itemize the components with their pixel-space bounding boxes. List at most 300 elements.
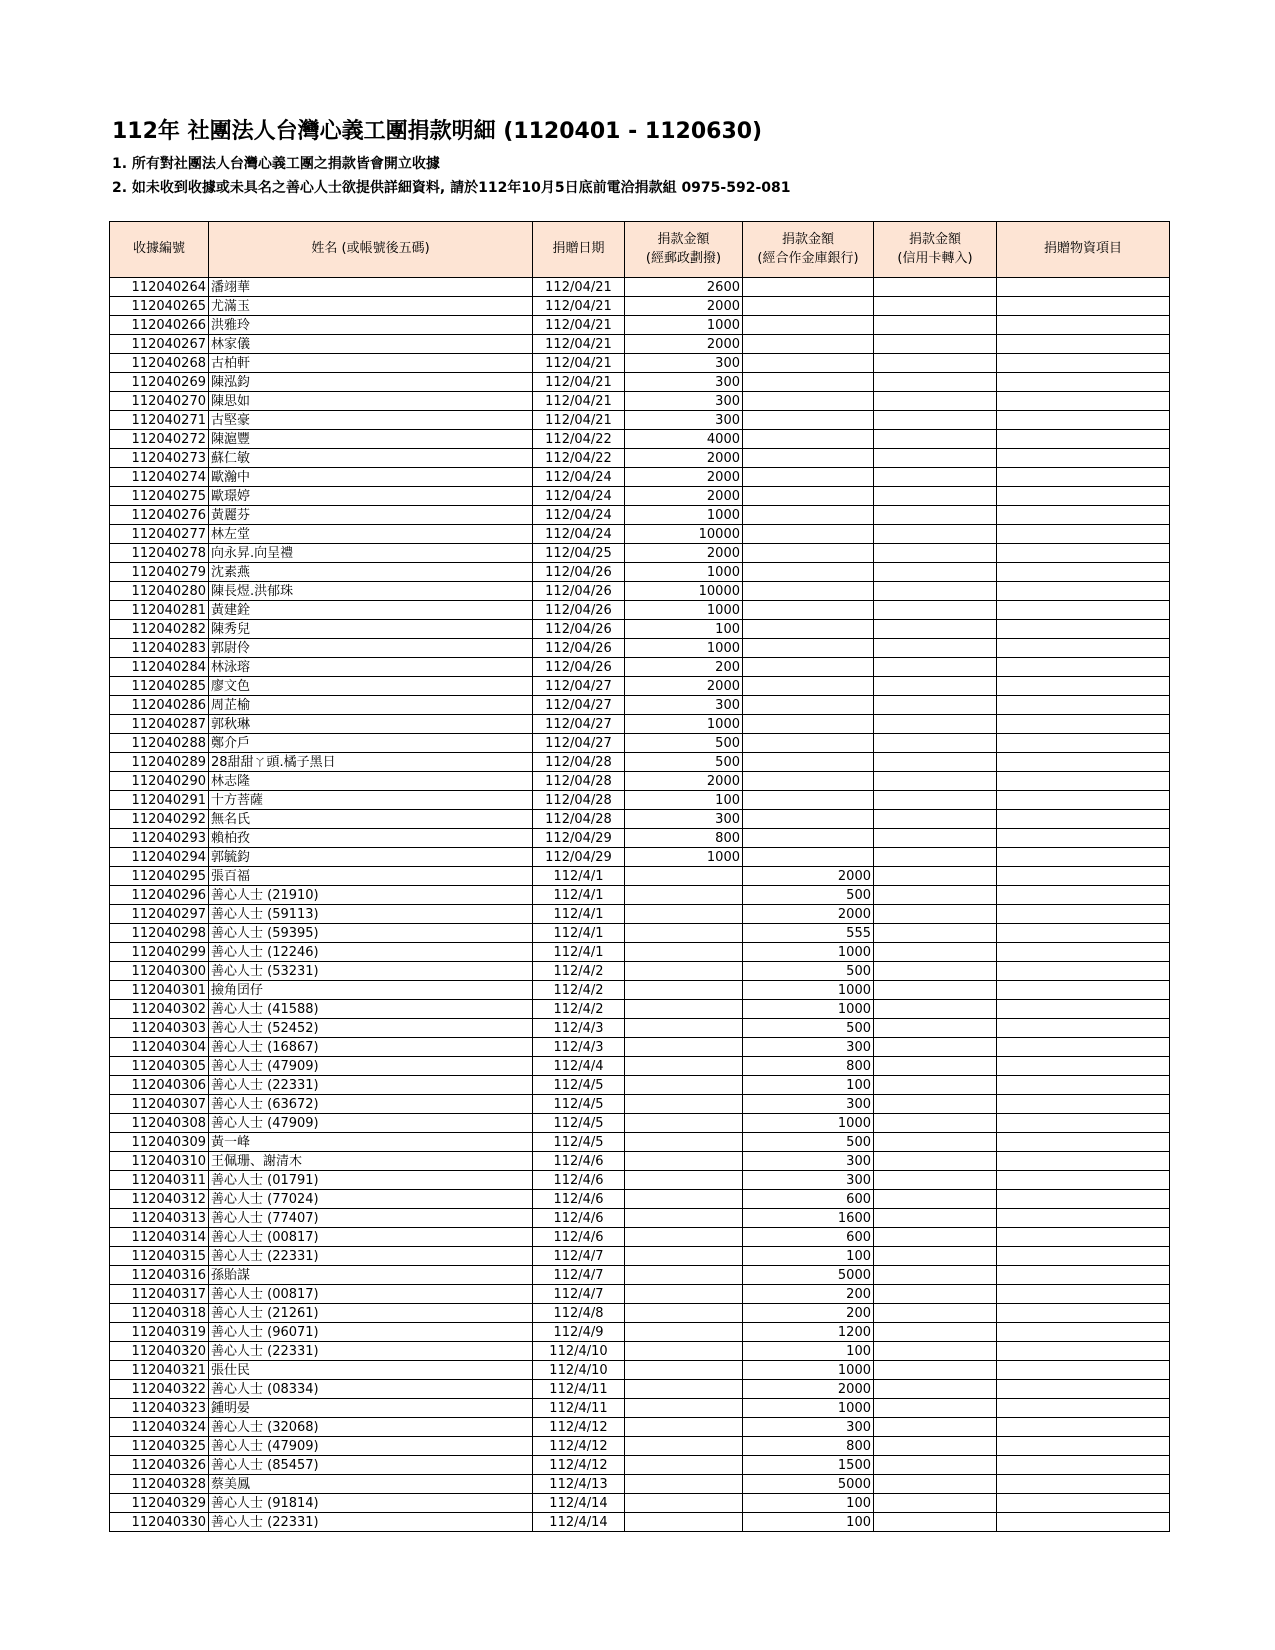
receipt-no-cell: 112040294 <box>110 848 209 867</box>
date-cell: 112/4/12 <box>533 1456 625 1475</box>
donor-name-cell: 28甜甜ㄚ頭.橘子黑日 <box>209 753 533 772</box>
amount-postal-cell <box>625 1152 743 1171</box>
amount-postal-cell: 300 <box>625 411 743 430</box>
date-cell: 112/04/22 <box>533 430 625 449</box>
amount-bank-cell <box>743 677 874 696</box>
amount-bank-cell <box>743 411 874 430</box>
receipt-no-cell: 112040288 <box>110 734 209 753</box>
amount-card-cell <box>874 1247 997 1266</box>
table-row <box>110 1152 1170 1171</box>
table-row <box>110 1095 1170 1114</box>
goods-cell <box>997 905 1170 924</box>
receipt-no-cell: 112040267 <box>110 335 209 354</box>
goods-cell <box>997 962 1170 981</box>
date-cell: 112/4/8 <box>533 1304 625 1323</box>
donor-name-cell: 善心人士 (00817) <box>209 1228 533 1247</box>
amount-card-cell <box>874 1095 997 1114</box>
table-row <box>110 601 1170 620</box>
table-row <box>110 1323 1170 1342</box>
receipt-no-cell: 112040308 <box>110 1114 209 1133</box>
amount-card-cell <box>874 791 997 810</box>
table-row <box>110 392 1170 411</box>
amount-bank-cell: 500 <box>743 1133 874 1152</box>
table-row <box>110 1361 1170 1380</box>
goods-cell <box>997 278 1170 297</box>
amount-bank-cell: 100 <box>743 1494 874 1513</box>
amount-postal-cell <box>625 1038 743 1057</box>
donor-name-cell: 古堅豪 <box>209 411 533 430</box>
amount-card-cell <box>874 1000 997 1019</box>
goods-cell <box>997 1456 1170 1475</box>
table-row <box>110 1342 1170 1361</box>
amount-bank-cell <box>743 658 874 677</box>
goods-cell <box>997 316 1170 335</box>
receipt-no-cell: 112040306 <box>110 1076 209 1095</box>
donor-name-cell: 尤滿玉 <box>209 297 533 316</box>
amount-postal-cell <box>625 1019 743 1038</box>
header-amount-postal: 捐款金額 (經郵政劃撥) <box>625 222 743 278</box>
amount-bank-cell <box>743 563 874 582</box>
receipt-no-cell: 112040323 <box>110 1399 209 1418</box>
amount-bank-cell <box>743 392 874 411</box>
amount-postal-cell <box>625 1342 743 1361</box>
table-row <box>110 1171 1170 1190</box>
amount-postal-cell <box>625 1228 743 1247</box>
date-cell: 112/04/27 <box>533 677 625 696</box>
date-cell: 112/4/1 <box>533 905 625 924</box>
receipt-no-cell: 112040311 <box>110 1171 209 1190</box>
goods-cell <box>997 1418 1170 1437</box>
goods-cell <box>997 1114 1170 1133</box>
donor-name-cell: 廖文色 <box>209 677 533 696</box>
amount-card-cell <box>874 392 997 411</box>
date-cell: 112/4/6 <box>533 1209 625 1228</box>
amount-card-cell <box>874 1228 997 1247</box>
header-name: 姓名 (或帳號後五碼) <box>209 222 533 278</box>
amount-postal-cell: 300 <box>625 392 743 411</box>
amount-postal-cell: 300 <box>625 373 743 392</box>
date-cell: 112/04/26 <box>533 620 625 639</box>
amount-postal-cell <box>625 1076 743 1095</box>
receipt-no-cell: 112040322 <box>110 1380 209 1399</box>
goods-cell <box>997 658 1170 677</box>
receipt-no-cell: 112040329 <box>110 1494 209 1513</box>
note-contact-info: 2. 如未收到收據或未具名之善心人士欲提供詳細資料, 請於112年10月5日底前電洽捐款組 0975-592-081 <box>112 180 791 196</box>
amount-card-cell <box>874 962 997 981</box>
donor-name-cell: 張百福 <box>209 867 533 886</box>
amount-card-cell <box>874 981 997 1000</box>
date-cell: 112/4/2 <box>533 981 625 1000</box>
date-cell: 112/4/13 <box>533 1475 625 1494</box>
receipt-no-cell: 112040298 <box>110 924 209 943</box>
amount-card-cell <box>874 582 997 601</box>
amount-postal-cell: 800 <box>625 829 743 848</box>
date-cell: 112/04/28 <box>533 753 625 772</box>
date-cell: 112/4/6 <box>533 1152 625 1171</box>
amount-card-cell <box>874 449 997 468</box>
goods-cell <box>997 639 1170 658</box>
goods-cell <box>997 1190 1170 1209</box>
receipt-no-cell: 112040328 <box>110 1475 209 1494</box>
amount-card-cell <box>874 1437 997 1456</box>
table-row <box>110 791 1170 810</box>
date-cell: 112/4/7 <box>533 1285 625 1304</box>
date-cell: 112/04/21 <box>533 297 625 316</box>
receipt-no-cell: 112040279 <box>110 563 209 582</box>
receipt-no-cell: 112040286 <box>110 696 209 715</box>
donor-name-cell: 善心人士 (08334) <box>209 1380 533 1399</box>
amount-card-cell <box>874 1418 997 1437</box>
table-row <box>110 449 1170 468</box>
goods-cell <box>997 544 1170 563</box>
amount-postal-cell <box>625 1361 743 1380</box>
table-row <box>110 772 1170 791</box>
donor-name-cell: 善心人士 (22331) <box>209 1342 533 1361</box>
amount-card-cell <box>874 905 997 924</box>
goods-cell <box>997 449 1170 468</box>
amount-card-cell <box>874 1494 997 1513</box>
goods-cell <box>997 468 1170 487</box>
goods-cell <box>997 1038 1170 1057</box>
goods-cell <box>997 867 1170 886</box>
amount-bank-cell: 1200 <box>743 1323 874 1342</box>
goods-cell <box>997 411 1170 430</box>
amount-card-cell <box>874 1380 997 1399</box>
donor-name-cell: 黃建銓 <box>209 601 533 620</box>
receipt-no-cell: 112040280 <box>110 582 209 601</box>
donor-name-cell: 善心人士 (01791) <box>209 1171 533 1190</box>
goods-cell <box>997 1437 1170 1456</box>
amount-card-cell <box>874 297 997 316</box>
amount-postal-cell: 1000 <box>625 639 743 658</box>
amount-postal-cell <box>625 1133 743 1152</box>
amount-bank-cell: 300 <box>743 1418 874 1437</box>
receipt-no-cell: 112040282 <box>110 620 209 639</box>
amount-bank-cell: 300 <box>743 1171 874 1190</box>
receipt-no-cell: 112040321 <box>110 1361 209 1380</box>
amount-bank-cell: 300 <box>743 1038 874 1057</box>
amount-bank-cell: 200 <box>743 1304 874 1323</box>
table-row <box>110 1038 1170 1057</box>
amount-card-cell <box>874 677 997 696</box>
table-row <box>110 1190 1170 1209</box>
date-cell: 112/4/1 <box>533 943 625 962</box>
donor-name-cell: 林家儀 <box>209 335 533 354</box>
receipt-no-cell: 112040285 <box>110 677 209 696</box>
table-body <box>110 278 1170 1532</box>
amount-postal-cell: 300 <box>625 696 743 715</box>
amount-bank-cell: 500 <box>743 886 874 905</box>
table-row <box>110 1266 1170 1285</box>
amount-card-cell <box>874 354 997 373</box>
date-cell: 112/04/28 <box>533 791 625 810</box>
goods-cell <box>997 924 1170 943</box>
amount-bank-cell: 1600 <box>743 1209 874 1228</box>
amount-card-cell <box>874 1304 997 1323</box>
table-row <box>110 316 1170 335</box>
donor-name-cell: 善心人士 (47909) <box>209 1114 533 1133</box>
table-row <box>110 981 1170 1000</box>
amount-bank-cell: 2000 <box>743 867 874 886</box>
amount-bank-cell <box>743 753 874 772</box>
table-header-row <box>110 222 1170 278</box>
amount-bank-cell <box>743 468 874 487</box>
date-cell: 112/4/2 <box>533 1000 625 1019</box>
date-cell: 112/04/21 <box>533 392 625 411</box>
amount-postal-cell: 1000 <box>625 848 743 867</box>
donor-name-cell: 郭秋琳 <box>209 715 533 734</box>
receipt-no-cell: 112040283 <box>110 639 209 658</box>
amount-bank-cell <box>743 829 874 848</box>
donor-name-cell: 善心人士 (12246) <box>209 943 533 962</box>
table-row <box>110 563 1170 582</box>
donor-name-cell: 歐璟婷 <box>209 487 533 506</box>
amount-postal-cell <box>625 1475 743 1494</box>
donor-name-cell: 善心人士 (52452) <box>209 1019 533 1038</box>
amount-postal-cell <box>625 1057 743 1076</box>
table-row <box>110 468 1170 487</box>
receipt-no-cell: 112040265 <box>110 297 209 316</box>
amount-postal-cell: 100 <box>625 791 743 810</box>
amount-card-cell <box>874 715 997 734</box>
donor-name-cell: 孫貽謀 <box>209 1266 533 1285</box>
donor-name-cell: 善心人士 (21261) <box>209 1304 533 1323</box>
date-cell: 112/04/27 <box>533 696 625 715</box>
amount-card-cell <box>874 335 997 354</box>
goods-cell <box>997 525 1170 544</box>
amount-card-cell <box>874 411 997 430</box>
goods-cell <box>997 1133 1170 1152</box>
amount-card-cell <box>874 1342 997 1361</box>
page-title: 112年 社團法人台灣心義工團捐款明細 (1120401 - 1120630) <box>112 119 763 144</box>
table-row <box>110 620 1170 639</box>
amount-postal-cell: 500 <box>625 734 743 753</box>
amount-postal-cell <box>625 867 743 886</box>
amount-postal-cell: 2000 <box>625 487 743 506</box>
goods-cell <box>997 1057 1170 1076</box>
receipt-no-cell: 112040287 <box>110 715 209 734</box>
receipt-no-cell: 112040289 <box>110 753 209 772</box>
amount-bank-cell: 1500 <box>743 1456 874 1475</box>
amount-postal-cell <box>625 1418 743 1437</box>
amount-bank-cell: 1000 <box>743 981 874 1000</box>
donor-name-cell: 善心人士 (77024) <box>209 1190 533 1209</box>
donor-name-cell: 古柏軒 <box>209 354 533 373</box>
table-row <box>110 1418 1170 1437</box>
donor-name-cell: 善心人士 (47909) <box>209 1057 533 1076</box>
date-cell: 112/04/21 <box>533 373 625 392</box>
receipt-no-cell: 112040290 <box>110 772 209 791</box>
goods-cell <box>997 677 1170 696</box>
date-cell: 112/04/28 <box>533 772 625 791</box>
amount-bank-cell <box>743 544 874 563</box>
table-row <box>110 715 1170 734</box>
amount-bank-cell <box>743 487 874 506</box>
amount-bank-cell: 100 <box>743 1247 874 1266</box>
table-row <box>110 696 1170 715</box>
amount-bank-cell: 800 <box>743 1057 874 1076</box>
table-row <box>110 373 1170 392</box>
amount-postal-cell: 1000 <box>625 316 743 335</box>
goods-cell <box>997 715 1170 734</box>
amount-card-cell <box>874 639 997 658</box>
amount-postal-cell: 10000 <box>625 582 743 601</box>
amount-card-cell <box>874 1475 997 1494</box>
header-amount-card: 捐款金額 (信用卡轉入) <box>874 222 997 278</box>
receipt-no-cell: 112040284 <box>110 658 209 677</box>
table-row <box>110 411 1170 430</box>
amount-postal-cell <box>625 886 743 905</box>
donor-name-cell: 沈素燕 <box>209 563 533 582</box>
donor-name-cell: 蘇仁敏 <box>209 449 533 468</box>
date-cell: 112/4/4 <box>533 1057 625 1076</box>
receipt-no-cell: 112040292 <box>110 810 209 829</box>
table-row <box>110 962 1170 981</box>
amount-bank-cell: 1000 <box>743 1114 874 1133</box>
amount-postal-cell <box>625 1209 743 1228</box>
date-cell: 112/4/5 <box>533 1076 625 1095</box>
goods-cell <box>997 1266 1170 1285</box>
receipt-no-cell: 112040293 <box>110 829 209 848</box>
donor-name-cell: 張仕民 <box>209 1361 533 1380</box>
receipt-no-cell: 112040277 <box>110 525 209 544</box>
donor-name-cell: 善心人士 (16867) <box>209 1038 533 1057</box>
amount-bank-cell: 2000 <box>743 905 874 924</box>
amount-bank-cell: 100 <box>743 1076 874 1095</box>
receipt-no-cell: 112040313 <box>110 1209 209 1228</box>
goods-cell <box>997 734 1170 753</box>
donor-name-cell: 善心人士 (32068) <box>209 1418 533 1437</box>
amount-postal-cell <box>625 1190 743 1209</box>
goods-cell <box>997 1076 1170 1095</box>
amount-postal-cell <box>625 981 743 1000</box>
amount-postal-cell <box>625 1456 743 1475</box>
table-row <box>110 1057 1170 1076</box>
receipt-no-cell: 112040291 <box>110 791 209 810</box>
amount-postal-cell: 1000 <box>625 563 743 582</box>
amount-bank-cell <box>743 449 874 468</box>
date-cell: 112/4/10 <box>533 1342 625 1361</box>
receipt-no-cell: 112040324 <box>110 1418 209 1437</box>
donor-name-cell: 郭毓鈞 <box>209 848 533 867</box>
donor-name-cell: 王佩珊、謝清木 <box>209 1152 533 1171</box>
amount-card-cell <box>874 544 997 563</box>
donor-name-cell: 善心人士 (21910) <box>209 886 533 905</box>
amount-card-cell <box>874 563 997 582</box>
date-cell: 112/4/14 <box>533 1513 625 1532</box>
donor-name-cell: 撿角囝仔 <box>209 981 533 1000</box>
amount-postal-cell: 300 <box>625 354 743 373</box>
goods-cell <box>997 506 1170 525</box>
amount-postal-cell <box>625 905 743 924</box>
date-cell: 112/4/6 <box>533 1190 625 1209</box>
amount-card-cell <box>874 1152 997 1171</box>
table-row <box>110 278 1170 297</box>
amount-bank-cell <box>743 620 874 639</box>
amount-postal-cell <box>625 1114 743 1133</box>
date-cell: 112/4/5 <box>533 1114 625 1133</box>
amount-card-cell <box>874 753 997 772</box>
receipt-no-cell: 112040301 <box>110 981 209 1000</box>
table-row <box>110 677 1170 696</box>
amount-bank-cell: 1000 <box>743 1399 874 1418</box>
amount-bank-cell: 600 <box>743 1190 874 1209</box>
donor-name-cell: 向永昇.向呈禮 <box>209 544 533 563</box>
amount-postal-cell: 200 <box>625 658 743 677</box>
receipt-no-cell: 112040295 <box>110 867 209 886</box>
receipt-no-cell: 112040310 <box>110 1152 209 1171</box>
donor-name-cell: 善心人士 (41588) <box>209 1000 533 1019</box>
table-row <box>110 1475 1170 1494</box>
amount-card-cell <box>874 886 997 905</box>
receipt-no-cell: 112040299 <box>110 943 209 962</box>
table-row <box>110 1133 1170 1152</box>
donor-name-cell: 陳滬豐 <box>209 430 533 449</box>
receipt-no-cell: 112040307 <box>110 1095 209 1114</box>
table-row <box>110 430 1170 449</box>
donor-name-cell: 林志隆 <box>209 772 533 791</box>
amount-card-cell <box>874 430 997 449</box>
table-row <box>110 1019 1170 1038</box>
table-row <box>110 810 1170 829</box>
amount-postal-cell: 2000 <box>625 677 743 696</box>
table-row <box>110 1437 1170 1456</box>
date-cell: 112/4/7 <box>533 1247 625 1266</box>
donor-name-cell: 善心人士 (53231) <box>209 962 533 981</box>
goods-cell <box>997 1304 1170 1323</box>
amount-postal-cell: 10000 <box>625 525 743 544</box>
amount-bank-cell: 100 <box>743 1513 874 1532</box>
amount-bank-cell <box>743 297 874 316</box>
amount-bank-cell <box>743 810 874 829</box>
amount-bank-cell <box>743 639 874 658</box>
amount-bank-cell <box>743 506 874 525</box>
donor-name-cell: 善心人士 (77407) <box>209 1209 533 1228</box>
amount-bank-cell: 500 <box>743 962 874 981</box>
goods-cell <box>997 354 1170 373</box>
date-cell: 112/04/24 <box>533 468 625 487</box>
amount-postal-cell <box>625 1513 743 1532</box>
receipt-no-cell: 112040305 <box>110 1057 209 1076</box>
date-cell: 112/04/22 <box>533 449 625 468</box>
amount-card-cell <box>874 1266 997 1285</box>
amount-bank-cell <box>743 601 874 620</box>
amount-card-cell <box>874 1209 997 1228</box>
amount-card-cell <box>874 924 997 943</box>
receipt-no-cell: 112040269 <box>110 373 209 392</box>
amount-bank-cell: 600 <box>743 1228 874 1247</box>
date-cell: 112/4/14 <box>533 1494 625 1513</box>
note-receipt-policy: 1. 所有對社團法人台灣心義工團之捐款皆會開立收據 <box>112 156 440 172</box>
table-row <box>110 1285 1170 1304</box>
receipt-no-cell: 112040316 <box>110 1266 209 1285</box>
donor-name-cell: 賴柏孜 <box>209 829 533 848</box>
date-cell: 112/04/21 <box>533 411 625 430</box>
date-cell: 112/04/27 <box>533 734 625 753</box>
amount-bank-cell: 300 <box>743 1152 874 1171</box>
header-amount-bank: 捐款金額 (經合作金庫銀行) <box>743 222 874 278</box>
date-cell: 112/4/12 <box>533 1437 625 1456</box>
goods-cell <box>997 1247 1170 1266</box>
amount-bank-cell <box>743 335 874 354</box>
amount-card-cell <box>874 848 997 867</box>
date-cell: 112/4/10 <box>533 1361 625 1380</box>
receipt-no-cell: 112040330 <box>110 1513 209 1532</box>
date-cell: 112/04/21 <box>533 278 625 297</box>
receipt-no-cell: 112040275 <box>110 487 209 506</box>
date-cell: 112/04/29 <box>533 848 625 867</box>
date-cell: 112/04/27 <box>533 715 625 734</box>
